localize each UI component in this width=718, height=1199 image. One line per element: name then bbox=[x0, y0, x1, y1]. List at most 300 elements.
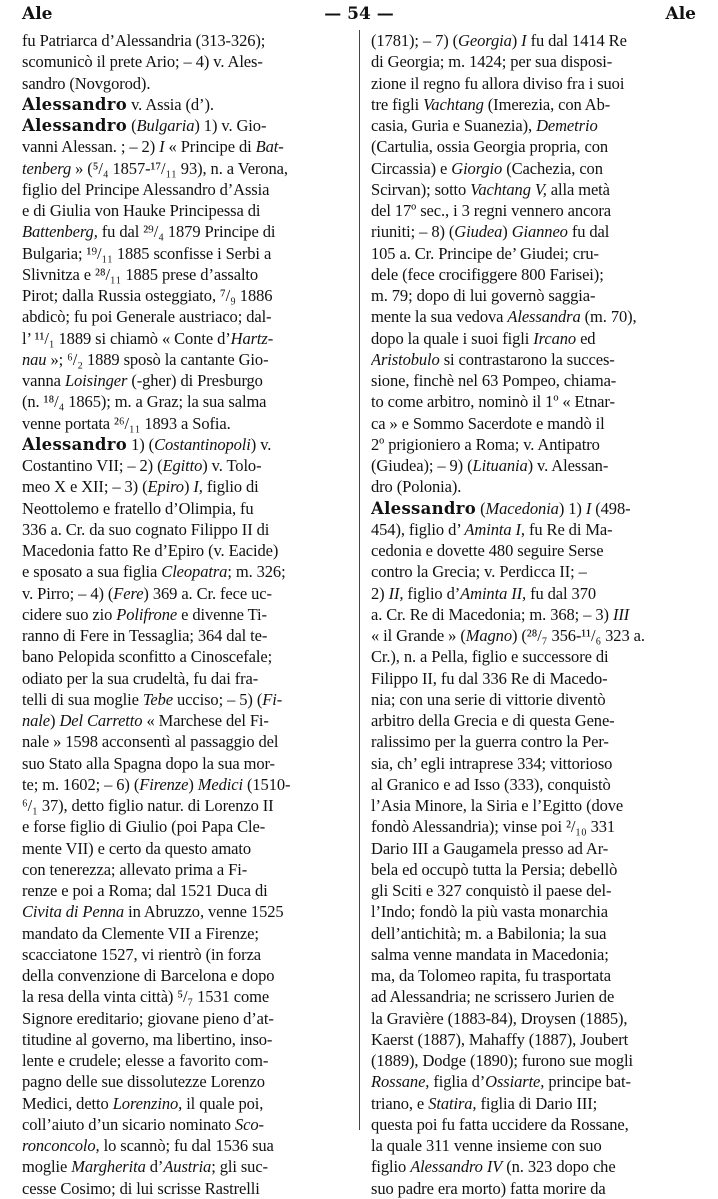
text-line bbox=[22, 731, 352, 752]
text-line bbox=[22, 498, 352, 519]
text-line bbox=[22, 540, 352, 561]
text-segment: mente la sua vedova bbox=[371, 307, 508, 327]
italic-text: I, bbox=[193, 477, 203, 497]
text-segment: ; gli suc- bbox=[211, 1157, 268, 1177]
text-line bbox=[371, 731, 704, 752]
italic-text: Lorenzino, bbox=[112, 1093, 183, 1113]
text-line bbox=[371, 986, 704, 1007]
italic-text: nale bbox=[22, 711, 51, 730]
text-line bbox=[22, 1071, 352, 1092]
italic-text: Egitto bbox=[162, 456, 203, 475]
text-line bbox=[22, 795, 352, 816]
italic-text: Fere bbox=[113, 583, 144, 603]
text-line bbox=[371, 434, 704, 455]
text-line bbox=[371, 689, 704, 710]
text-segment: fu dal bbox=[567, 222, 610, 242]
text-line bbox=[22, 1178, 352, 1199]
text-line bbox=[371, 221, 704, 242]
italic-text: Rossane, bbox=[371, 1072, 430, 1092]
text-segment: to come arbitro, nominò il 1º « Etnar- bbox=[371, 392, 615, 412]
text-segment: al Granico e ad Isso (333), conquistò bbox=[371, 774, 611, 794]
text-line bbox=[371, 1071, 704, 1092]
text-segment: tre figli bbox=[371, 94, 424, 114]
text-segment: questa poi fu fatta uccidere da Rossane, bbox=[371, 1114, 629, 1134]
text-segment: Filippo II, fu dal 336 Re di Macedo- bbox=[371, 668, 608, 688]
text-line bbox=[22, 1135, 352, 1156]
italic-text: Giorgio bbox=[451, 158, 503, 178]
text-line bbox=[371, 1178, 704, 1199]
text-line bbox=[371, 1093, 704, 1114]
text-line bbox=[22, 944, 352, 965]
italic-text: Del Carretto bbox=[59, 711, 143, 730]
italic-text: Margherita bbox=[71, 1157, 146, 1177]
text-segment: (Giudea); – 9) ( bbox=[371, 456, 473, 475]
text-segment: ) v. bbox=[250, 434, 272, 454]
text-line bbox=[22, 1008, 352, 1029]
text-line bbox=[371, 816, 704, 837]
text-segment: suo padre era morto) fatta morire da bbox=[371, 1178, 606, 1198]
italic-text: Bulgaria bbox=[136, 116, 195, 135]
text-segment: (n. ¹⁸/₄ 1865); m. a Graz; la sua salma bbox=[22, 392, 267, 412]
text-line bbox=[371, 561, 704, 582]
text-line bbox=[22, 1029, 352, 1050]
right-column bbox=[371, 30, 704, 1199]
text-line bbox=[22, 901, 352, 922]
text-line bbox=[371, 838, 704, 859]
text-segment: vanna bbox=[22, 371, 65, 390]
text-line bbox=[371, 94, 704, 115]
text-segment: titudine al governo, ma libertino, inso- bbox=[22, 1029, 273, 1049]
text-segment: figlia d’ bbox=[429, 1072, 486, 1092]
text-segment: moglie bbox=[22, 1157, 72, 1177]
italic-text: II, bbox=[388, 583, 404, 603]
text-segment: » (⁵/₄ 1857-¹⁷/₁₁ 93), n. a Verona, bbox=[71, 158, 288, 178]
text-line bbox=[371, 1156, 704, 1177]
text-segment: la resa della vinta città) ⁵/₇ 1531 come bbox=[22, 987, 270, 1007]
text-segment: Bulgaria; ¹⁹/₁₁ 1885 sconfisse i Serbi a bbox=[22, 243, 272, 263]
italic-text: Tebe bbox=[142, 689, 173, 709]
running-head-right: Ale bbox=[665, 4, 696, 24]
text-line bbox=[371, 646, 704, 667]
text-segment: ) bbox=[50, 711, 60, 730]
text-segment: Pirot; dalla Russia osteggiato, ⁷/₉ 1886 bbox=[22, 286, 273, 305]
text-segment: casia, Guria e Suanezia), bbox=[371, 116, 537, 135]
text-segment: l’ ¹¹/₁ 1889 si chiamò « Conte d’ bbox=[22, 328, 231, 348]
text-segment: fu Re di Ma- bbox=[524, 519, 613, 539]
running-head-left: Ale bbox=[22, 4, 53, 24]
italic-text: Firenze bbox=[139, 774, 189, 794]
left-column bbox=[22, 30, 352, 1199]
text-line bbox=[371, 774, 704, 795]
text-line bbox=[371, 1114, 704, 1135]
text-line bbox=[22, 306, 352, 327]
text-segment: « Principe di bbox=[164, 137, 256, 157]
text-segment: fu Patriarca d’Alessandria (313-326); bbox=[22, 31, 266, 50]
text-segment: ) (²⁸/₇ 356-¹¹/₆ 323 a. bbox=[511, 626, 645, 645]
text-line bbox=[22, 370, 352, 391]
text-segment: ma, da Tolomeo rapita, fu trasportata bbox=[371, 966, 611, 985]
text-segment: (m. 70), bbox=[580, 307, 637, 327]
italic-text: Vachtang V, bbox=[470, 179, 547, 199]
text-line bbox=[371, 243, 704, 264]
text-segment: ( bbox=[127, 116, 137, 135]
text-line bbox=[22, 413, 352, 434]
italic-text: Costantinopoli bbox=[154, 434, 251, 454]
text-segment: gli Sciti e 327 conquistò il paese del- bbox=[371, 881, 612, 900]
text-line bbox=[22, 94, 352, 115]
text-segment: Costantino VII; – 2) ( bbox=[22, 456, 163, 475]
text-segment: Signore ereditario; giovane pieno d’at- bbox=[22, 1008, 274, 1028]
text-segment: fu dal ²⁹/₄ 1879 Principe di bbox=[97, 222, 276, 242]
italic-text: Macedonia bbox=[485, 498, 559, 518]
running-head bbox=[14, 4, 704, 26]
text-segment: Slivnitza e ²⁸/₁₁ 1885 prese d’assalto bbox=[22, 264, 259, 284]
text-segment: di Georgia; m. 1424; per sua disposi- bbox=[371, 52, 613, 72]
text-segment: pagno delle sue dissolutezze Lorenzo bbox=[22, 1072, 265, 1092]
entry-headword: Alessandro bbox=[22, 116, 128, 135]
text-line bbox=[22, 73, 352, 94]
text-segment: dele (fece crocifiggere 800 Farisei); bbox=[371, 264, 604, 284]
text-segment: coll’aiuto d’un sicario nominato bbox=[22, 1114, 235, 1134]
text-line bbox=[371, 306, 704, 327]
italic-text: Giudea bbox=[454, 222, 503, 242]
text-segment: e di Giulia von Hauke Principessa di bbox=[22, 201, 261, 220]
italic-text: Battenberg, bbox=[22, 222, 98, 242]
text-segment: fu dal 370 bbox=[526, 583, 596, 603]
text-segment: figlio del Principe Alessandro d’Assia bbox=[22, 179, 270, 199]
italic-text: Civita di Penna bbox=[22, 902, 125, 922]
italic-text: Gianneo bbox=[511, 222, 568, 242]
text-segment: (-gher) di Presburgo bbox=[127, 371, 263, 390]
text-segment: la Gravière (1883-84), Droysen (1885), bbox=[371, 1008, 628, 1028]
text-line bbox=[22, 689, 352, 710]
text-line bbox=[371, 1029, 704, 1050]
text-line bbox=[22, 328, 352, 349]
text-segment: dopo la quale i suoi figli bbox=[371, 328, 534, 348]
text-segment: ) bbox=[183, 477, 194, 497]
text-line bbox=[22, 349, 352, 370]
text-segment: arbitro della Grecia e di questa Gene- bbox=[371, 711, 615, 730]
text-segment: 2) bbox=[371, 583, 389, 603]
text-line bbox=[22, 158, 352, 179]
text-segment: l’Indo; fondò la più vasta monarchia bbox=[371, 902, 608, 922]
text-segment: (n. 323 dopo che bbox=[502, 1157, 616, 1177]
text-line bbox=[22, 668, 352, 689]
text-line bbox=[22, 51, 352, 72]
italic-text: Austria bbox=[163, 1157, 212, 1177]
text-segment: (1510- bbox=[242, 774, 291, 794]
text-segment: Dario III a Gaugamela presso ad Ar- bbox=[371, 838, 609, 858]
text-segment: d’ bbox=[145, 1157, 164, 1177]
text-line bbox=[371, 73, 704, 94]
text-line bbox=[22, 200, 352, 221]
text-line bbox=[22, 710, 352, 731]
text-line bbox=[371, 30, 704, 51]
text-line bbox=[22, 838, 352, 859]
text-segment: Scirvan); sotto bbox=[371, 179, 471, 199]
text-line bbox=[371, 136, 704, 157]
text-segment: (1781); – 7) ( bbox=[371, 31, 459, 50]
text-segment: renze e poi a Roma; dal 1521 Duca di bbox=[22, 881, 268, 900]
text-segment: ; m. 326; bbox=[227, 562, 286, 582]
text-line bbox=[22, 625, 352, 646]
text-line bbox=[371, 604, 704, 625]
text-segment: v. Pirro; – 4) ( bbox=[22, 583, 114, 603]
text-segment: Kaerst (1887), Mahaffy (1887), Joubert bbox=[371, 1029, 629, 1049]
italic-text: Ircano bbox=[533, 328, 577, 348]
text-segment: figlia di Dario III; bbox=[476, 1093, 598, 1113]
text-segment: bela ed occupò tutta la Persia; debellò bbox=[371, 859, 618, 879]
text-line bbox=[371, 625, 704, 646]
entry-headword: Alessandro bbox=[22, 94, 128, 114]
text-line bbox=[22, 455, 352, 476]
text-segment: nia; con una serie di vittorie diventò bbox=[371, 689, 606, 709]
italic-text: Lituania bbox=[472, 456, 528, 475]
text-line bbox=[22, 285, 352, 306]
text-segment: della convenzione di Barcelona e dopo bbox=[22, 966, 275, 985]
text-line bbox=[371, 1008, 704, 1029]
text-segment: m. 79; dopo di lui governò saggia- bbox=[371, 286, 596, 305]
text-line bbox=[371, 753, 704, 774]
text-segment: sia, ch’ egli intraprese 334; vittorioso bbox=[371, 753, 613, 773]
text-line bbox=[371, 498, 704, 519]
italic-text: I bbox=[159, 137, 165, 157]
text-segment: mente VII) e certo da questo amato bbox=[22, 838, 252, 858]
text-segment: telli di sua moglie bbox=[22, 689, 143, 709]
text-line bbox=[371, 285, 704, 306]
text-segment: dell’antichità; m. a Babilonia; la sua bbox=[371, 923, 607, 943]
text-segment: « Marchese del Fi- bbox=[142, 711, 269, 730]
italic-text: I bbox=[585, 498, 592, 518]
text-segment: fondò Alessandria); vinse poi ²/₁₀ 331 bbox=[371, 817, 616, 837]
text-segment: Circassia) e bbox=[371, 158, 452, 178]
text-segment: dro (Polonia). bbox=[371, 477, 462, 497]
italic-text: Polifrone bbox=[116, 604, 178, 624]
text-segment: ) 369 a. Cr. fece uc- bbox=[143, 583, 272, 603]
text-segment: ad Alessandria; ne scrissero Jurien de bbox=[371, 987, 615, 1007]
text-line bbox=[371, 583, 704, 604]
text-line bbox=[371, 519, 704, 540]
text-segment: venne portata ²⁶/₁₁ 1893 a Sofia. bbox=[22, 413, 231, 433]
text-line bbox=[22, 30, 352, 51]
italic-text: Aminta II, bbox=[460, 583, 527, 603]
text-line bbox=[22, 476, 352, 497]
text-line bbox=[22, 243, 352, 264]
text-segment: nale » 1598 acconsentì al passaggio del bbox=[22, 732, 279, 752]
text-line bbox=[22, 923, 352, 944]
italic-text: Aminta I, bbox=[464, 519, 525, 539]
text-line bbox=[22, 816, 352, 837]
text-segment: figlio di bbox=[202, 477, 259, 497]
text-line bbox=[371, 455, 704, 476]
text-line bbox=[371, 859, 704, 880]
italic-text: nau bbox=[22, 349, 47, 369]
text-segment: ) 1) v. Gio- bbox=[194, 116, 267, 135]
text-segment: fu dal 1414 Re bbox=[526, 31, 627, 50]
text-segment: lo scannò; fu dal 1536 sua bbox=[99, 1136, 274, 1155]
text-line bbox=[371, 668, 704, 689]
text-segment: v. Assia (d’). bbox=[127, 94, 214, 114]
text-segment: sandro (Novgorod). bbox=[22, 73, 151, 93]
text-segment: abdicò; fu poi Generale austriaco; dal- bbox=[22, 307, 272, 327]
text-segment: il quale poi, bbox=[182, 1093, 264, 1113]
italic-text: I bbox=[521, 31, 527, 50]
text-segment: principe bat- bbox=[544, 1072, 631, 1092]
text-segment: 454), figlio d’ bbox=[371, 519, 465, 539]
text-segment: ucciso; – 5) ( bbox=[173, 689, 263, 709]
text-segment: la quale 311 venne insieme con suo bbox=[371, 1136, 602, 1155]
text-line bbox=[22, 115, 352, 136]
text-segment: ranno di Fere in Tessaglia; 364 dal te- bbox=[22, 626, 268, 645]
italic-text: Loisinger bbox=[64, 371, 128, 390]
text-line bbox=[22, 391, 352, 412]
text-line bbox=[371, 880, 704, 901]
italic-text: Vachtang bbox=[423, 94, 484, 114]
text-line bbox=[22, 604, 352, 625]
text-segment: (Cartulia, ossia Georgia propria, con bbox=[371, 137, 609, 157]
italic-text: ronconcolo, bbox=[22, 1136, 100, 1155]
text-segment: contro la Grecia; v. Perdicca II; – bbox=[371, 562, 587, 582]
text-segment: scomunicò il prete Ario; – 4) v. Ales- bbox=[22, 52, 263, 72]
text-segment: ed bbox=[576, 328, 596, 348]
text-segment: ) bbox=[188, 774, 198, 794]
text-segment: ) v. Alessan- bbox=[527, 456, 609, 475]
italic-text: Demetrio bbox=[536, 116, 598, 135]
text-segment: « il Grande » ( bbox=[371, 626, 466, 645]
italic-text: Fi- bbox=[262, 689, 283, 709]
text-segment: e forse figlio di Giulio (poi Papa Cle- bbox=[22, 817, 266, 837]
text-line bbox=[371, 115, 704, 136]
text-segment: ) bbox=[502, 222, 512, 242]
entry-headword: Alessandro bbox=[371, 498, 477, 518]
text-segment: e sposato a sua figlia bbox=[22, 562, 162, 582]
text-segment: mandato da Clemente VII a Firenze; bbox=[22, 923, 259, 943]
text-segment: cidere suo zio bbox=[22, 604, 117, 624]
italic-text: Medici bbox=[197, 774, 243, 794]
text-line bbox=[371, 264, 704, 285]
text-line bbox=[22, 1050, 352, 1071]
text-segment: 336 a. Cr. da suo cognato Filippo II di bbox=[22, 519, 270, 539]
italic-text: Sco- bbox=[234, 1114, 264, 1134]
italic-text: Alessandra bbox=[507, 307, 581, 327]
italic-text: Epiro bbox=[147, 477, 184, 497]
text-line bbox=[22, 1093, 352, 1114]
text-line bbox=[371, 965, 704, 986]
text-segment: ) 1) bbox=[558, 498, 586, 518]
italic-text: Alessandro IV bbox=[410, 1157, 503, 1177]
text-line bbox=[371, 391, 704, 412]
text-segment: Macedonia fatto Re d’Epiro (v. Eacide) bbox=[22, 541, 279, 560]
text-line bbox=[22, 646, 352, 667]
text-line bbox=[22, 1156, 352, 1177]
italic-text: Cleopatra bbox=[161, 562, 228, 582]
text-segment: te; m. 1602; – 6) ( bbox=[22, 774, 140, 794]
text-segment: cesse Cosimo; di lui scrisse Rastrelli bbox=[22, 1178, 260, 1198]
text-segment: con tenerezza; allevato prima a Fi- bbox=[22, 859, 248, 879]
text-segment: Medici, detto bbox=[22, 1093, 113, 1113]
text-segment: 105 a. Cr. Principe de’ Giudei; cru- bbox=[371, 243, 599, 263]
text-segment: e divenne Ti- bbox=[177, 604, 267, 624]
text-segment: triano, e bbox=[371, 1093, 429, 1113]
italic-text: Hartz- bbox=[230, 328, 274, 348]
text-segment: meo X e XII; – 3) ( bbox=[22, 477, 148, 497]
text-line bbox=[371, 370, 704, 391]
text-line bbox=[371, 158, 704, 179]
text-line bbox=[371, 328, 704, 349]
italic-text: Georgia bbox=[458, 31, 512, 50]
text-segment: (Imerezia, con Ab- bbox=[483, 94, 611, 114]
text-segment: figlio d’ bbox=[403, 583, 461, 603]
text-line bbox=[371, 923, 704, 944]
text-segment: suo Stato alla Spagna dopo la sua mor- bbox=[22, 753, 275, 773]
text-line bbox=[371, 540, 704, 561]
column-divider bbox=[359, 30, 360, 1130]
italic-text: Statira, bbox=[428, 1093, 477, 1113]
text-line bbox=[22, 583, 352, 604]
text-segment: ⁶/₁ 37), detto figlio natur. di Lorenzo II bbox=[22, 796, 274, 815]
text-segment: a. Cr. Re di Macedonia; m. 368; – 3) bbox=[371, 604, 613, 624]
text-line bbox=[371, 1135, 704, 1156]
text-segment: lente e crudele; elesse a favorito com- bbox=[22, 1051, 269, 1070]
text-segment: l’Asia Minore, la Siria e l’Egitto (dove bbox=[371, 796, 624, 815]
text-line bbox=[371, 1050, 704, 1071]
text-line bbox=[22, 434, 352, 455]
text-line bbox=[22, 753, 352, 774]
text-segment: odiato per la sua crudeltà, fu dai fra- bbox=[22, 668, 259, 688]
text-segment: Cr.), n. a Pella, figlio e successore di bbox=[371, 647, 609, 667]
text-segment: zione il regno fu allora diviso fra i suoi bbox=[371, 73, 625, 93]
text-segment: Neottolemo e fratello d’Olimpia, fu bbox=[22, 498, 254, 518]
text-segment: scacciatone 1527, vi rientrò (in forza bbox=[22, 944, 262, 964]
text-line bbox=[22, 179, 352, 200]
text-segment: ( bbox=[476, 498, 486, 518]
text-line bbox=[22, 986, 352, 1007]
text-line bbox=[22, 136, 352, 157]
text-segment: bano Pelopida sconfitto a Cinoscefale; bbox=[22, 647, 273, 667]
text-segment: (498- bbox=[591, 498, 631, 518]
text-line bbox=[22, 1114, 352, 1135]
text-line bbox=[22, 965, 352, 986]
text-line bbox=[371, 476, 704, 497]
text-line bbox=[371, 51, 704, 72]
text-line bbox=[22, 221, 352, 242]
text-segment: si contrastarono la succes- bbox=[439, 349, 615, 369]
text-segment: alla metà bbox=[546, 179, 610, 199]
text-segment: riuniti; – 8) ( bbox=[371, 222, 455, 242]
text-line bbox=[371, 795, 704, 816]
text-segment: »; ⁶/₂ 1889 sposò la cantante Gio- bbox=[46, 349, 269, 369]
italic-text: tenberg bbox=[22, 158, 72, 178]
text-line bbox=[22, 519, 352, 540]
text-segment: salma venne mandata in Macedonia; bbox=[371, 944, 609, 964]
text-segment: vanni Alessan. ; – 2) bbox=[22, 137, 160, 157]
text-line bbox=[371, 710, 704, 731]
text-line bbox=[371, 179, 704, 200]
italic-text: III bbox=[612, 604, 630, 624]
text-line bbox=[22, 774, 352, 795]
text-segment: 1) ( bbox=[127, 434, 155, 454]
italic-text: Ossiarte, bbox=[485, 1072, 545, 1092]
text-segment: 2º prigioniero a Roma; v. Antipatro bbox=[371, 434, 600, 454]
text-segment: figlio bbox=[371, 1157, 411, 1177]
text-line bbox=[371, 349, 704, 370]
text-segment: sione, finchè nel 63 Pompeo, chiama- bbox=[371, 371, 617, 390]
text-line bbox=[22, 859, 352, 880]
text-line bbox=[371, 413, 704, 434]
text-segment: cedonia e dovette 480 seguire Serse bbox=[371, 541, 604, 560]
text-segment: ) v. Tolo- bbox=[202, 456, 262, 475]
italic-text: Bat- bbox=[255, 137, 284, 157]
